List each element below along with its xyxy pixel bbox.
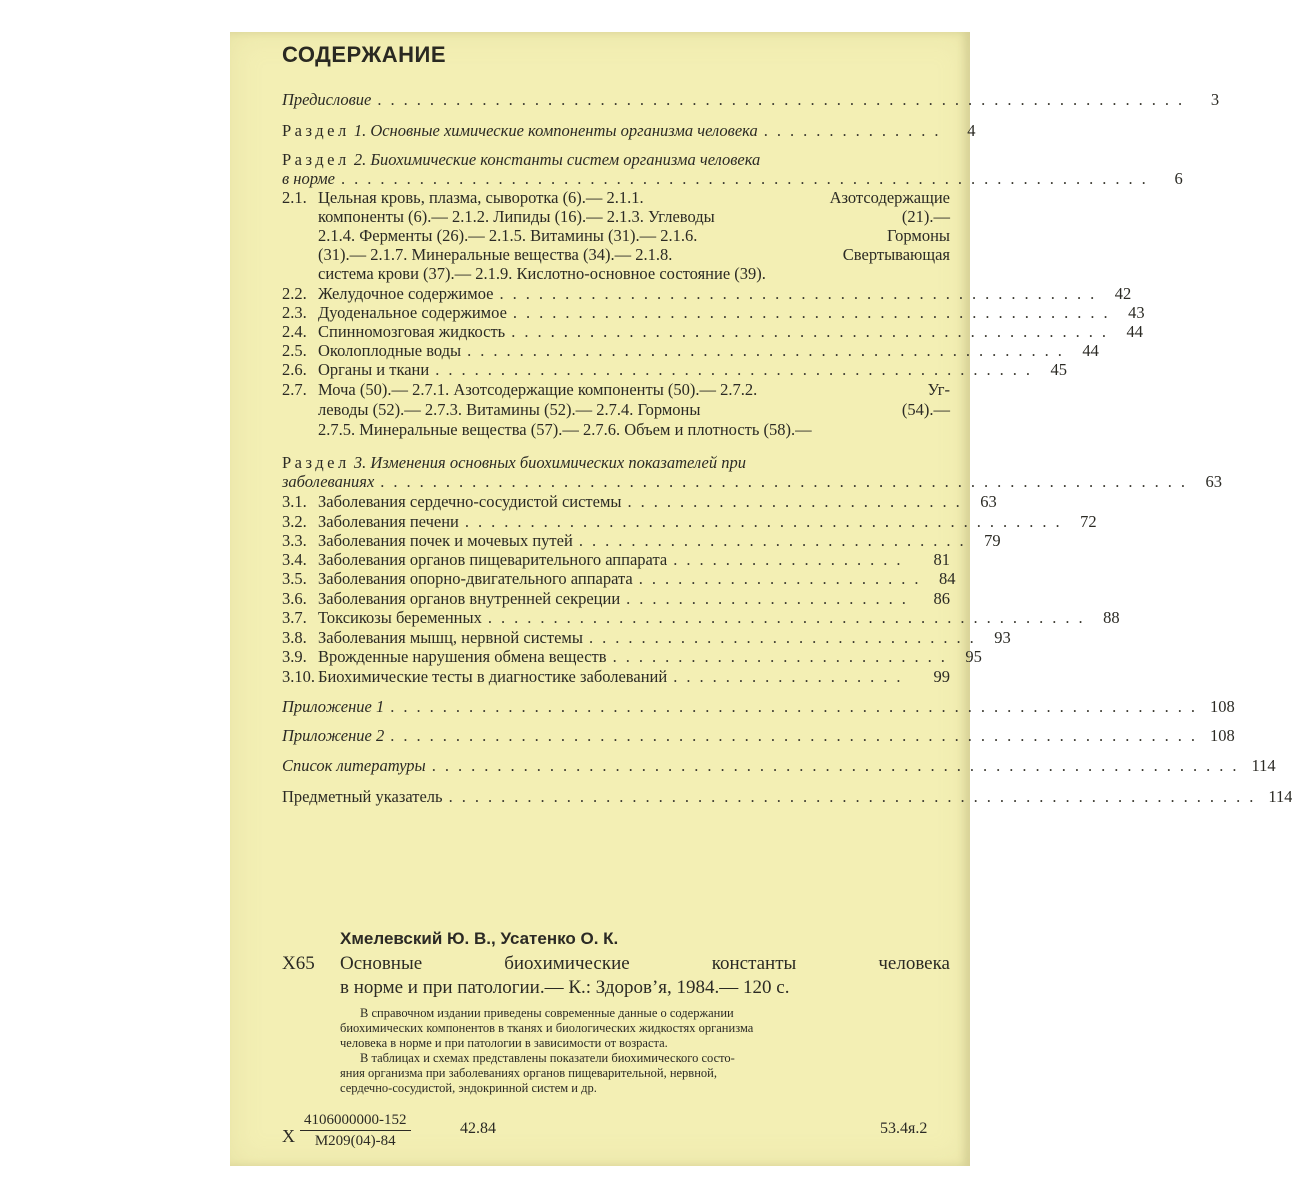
leader-dots: ..............................................	[511, 322, 1115, 341]
toc-number: 2.1.	[282, 188, 307, 207]
toc-text: Приложение 1	[282, 697, 385, 716]
toc-2-1-line-2	[318, 207, 950, 227]
section-label: Раздел	[282, 150, 350, 169]
toc-text: 2.7.5. Минеральные вещества (57).— 2.7.6. Объем и плотность (58).—	[318, 420, 812, 439]
toc-number: 2.3.	[282, 303, 307, 322]
leader-dots: ......................	[638, 569, 928, 588]
toc-appendix-1	[282, 697, 1235, 717]
leader-dots: ..............................................................	[377, 90, 1192, 109]
toc-text: леводы (52).— 2.7.3. Витамины (52).— 2.7.4. Гормоны	[318, 400, 701, 419]
toc-text: Приложение 2	[282, 726, 385, 745]
toc-number: 3.8.	[282, 628, 307, 647]
leader-dots: ..............................................	[487, 608, 1092, 627]
footer-price: 42.84	[460, 1120, 496, 1137]
toc-text: Органы и ткани	[318, 360, 430, 379]
toc-page: 108	[1210, 697, 1235, 716]
toc-3-10	[282, 667, 950, 687]
toc-page: 72	[1080, 512, 1097, 531]
toc-number: 3.7.	[282, 608, 307, 627]
toc-text: Врожденные нарушения обмена веществ	[318, 647, 607, 666]
toc-2-6	[282, 360, 1067, 380]
toc-page: 86	[933, 589, 950, 608]
toc-number: 3.10.	[282, 667, 315, 686]
toc-text: Цельная кровь, плазма, сыворотка (6).— 2.1.1.	[318, 188, 644, 207]
toc-page: 45	[1050, 360, 1067, 379]
fraction-denominator: М209(04)-84	[314, 1133, 396, 1149]
leader-dots: ..............................................................	[380, 472, 1195, 491]
toc-section-3	[282, 453, 950, 473]
toc-text: Заболевания опорно-двигательного аппарата	[318, 569, 633, 588]
bib-code: Х65	[282, 953, 315, 974]
toc-3-4	[282, 550, 950, 570]
footer-x: Х	[282, 1126, 295, 1146]
toc-page: 108	[1210, 726, 1235, 745]
leader-dots: ..............................	[578, 531, 973, 550]
toc-text: Азотсодержащие	[829, 188, 950, 207]
toc-text: компоненты (6).— 2.1.2. Липиды (16).— 2.1.3. Углеводы	[318, 207, 715, 226]
toc-page: 44	[1126, 322, 1143, 341]
toc-section-1	[282, 121, 976, 141]
bib-title-line-2: в норме и при патологии.— К.: Здоров’я, 1984.— 120 с.	[340, 977, 790, 998]
toc-text: (31).— 2.1.7. Минеральные вещества (34).— 2.1.8.	[318, 245, 673, 264]
toc-2-3	[282, 303, 1145, 323]
leader-dots: ..........................	[612, 647, 954, 666]
abstract-line: биохимических компонентов в тканях и биологических жидкостях организма	[340, 1021, 754, 1035]
toc-3-6	[282, 589, 950, 609]
toc-text: в норме	[282, 169, 336, 188]
toc-text: Гормоны	[887, 226, 950, 245]
toc-3-9	[282, 647, 982, 667]
toc-text: Предметный указатель	[282, 787, 443, 806]
toc-page: 44	[1082, 341, 1099, 360]
fraction-numerator: 4106000000-152	[300, 1110, 411, 1131]
toc-page: 88	[1103, 608, 1120, 627]
toc-section-2-cont	[282, 169, 1183, 189]
abstract-line: В справочном издании приведены современные данные о содержании	[360, 1006, 734, 1020]
toc-text: 3. Изменения основных биохимических показателей при	[353, 453, 746, 472]
toc-3-5	[282, 569, 956, 589]
toc-text: (21).—	[901, 207, 950, 226]
toc-section-2	[282, 150, 950, 170]
toc-2-4	[282, 322, 1143, 342]
toc-text: заболеваниях	[282, 472, 375, 491]
bib-title-line-1	[340, 953, 950, 975]
toc-page: 93	[994, 628, 1011, 647]
bib-word: биохимические	[504, 953, 630, 974]
toc-3-2	[282, 512, 1097, 532]
leader-dots: ..............................	[588, 628, 983, 647]
toc-number: 2.5.	[282, 341, 307, 360]
toc-text: Заболевания органов внутренней секреции	[318, 589, 621, 608]
toc-page: 84	[939, 569, 956, 588]
toc-page: 81	[933, 550, 950, 569]
toc-preface	[282, 90, 1220, 110]
toc-text: Моча (50).— 2.7.1. Азотсодержащие компоненты (50).— 2.7.2.	[318, 380, 758, 399]
leader-dots: ..............................................................	[431, 756, 1246, 775]
toc-2-7-line-3	[318, 420, 950, 440]
leader-dots: ..........................	[627, 492, 969, 511]
leader-dots: ..................	[673, 550, 910, 569]
abstract-line: В таблицах и схемах представлены показатели биохимического состо-	[360, 1051, 735, 1065]
footer-udk: 53.4я.2	[880, 1120, 928, 1137]
toc-number: 2.4.	[282, 322, 307, 341]
toc-text: Околоплодные воды	[318, 341, 462, 360]
toc-page: 42	[1114, 284, 1132, 303]
toc-2-1-line-1	[282, 188, 950, 208]
leader-dots: ..............................................	[467, 341, 1071, 360]
book-page	[230, 32, 1292, 1166]
leader-dots: ..............................................................	[390, 697, 1204, 716]
toc-2-1-line-3	[318, 226, 950, 246]
leader-dots: ..............................................................	[448, 787, 1263, 806]
toc-page: 99	[933, 667, 950, 686]
toc-text: Биохимические тесты в диагностике заболеваний	[318, 667, 668, 686]
toc-text: Дуоденальное содержимое	[318, 303, 507, 322]
abstract-line: человека в норме и при патологии в зависимости от возраста.	[340, 1036, 668, 1050]
toc-text: Заболевания органов пищеварительного аппарата	[318, 550, 668, 569]
toc-2-7-line-1	[282, 380, 950, 400]
toc-text: Заболевания печени	[318, 512, 459, 531]
toc-number: 3.6.	[282, 589, 307, 608]
toc-text: Заболевания мышц, нервной системы	[318, 628, 583, 647]
toc-text: Токсикозы беременных	[318, 608, 482, 627]
toc-number: 2.7.	[282, 380, 307, 399]
section-label: Раздел	[282, 121, 350, 140]
toc-3-3	[282, 531, 1001, 551]
toc-page: 43	[1128, 303, 1145, 322]
toc-text: Желудочное содержимое	[318, 284, 494, 303]
leader-dots: ......................	[626, 589, 915, 608]
toc-text: Уг-	[927, 380, 950, 399]
toc-text: система крови (37).— 2.1.9. Кислотно-основное состояние (39).	[318, 264, 766, 283]
page-title: СОДЕРЖАНИЕ	[282, 42, 447, 67]
toc-page: 3	[1210, 90, 1220, 109]
toc-subject-index	[282, 787, 1292, 807]
toc-text: Заболевания сердечно-сосудистой системы	[318, 492, 622, 511]
toc-number: 3.4.	[282, 550, 307, 569]
toc-2-1-line-4	[318, 245, 950, 265]
leader-dots: ..............................................	[435, 360, 1039, 379]
toc-text: Спинномозговая жидкость	[318, 322, 506, 341]
leader-dots: ..............................................................	[390, 726, 1204, 745]
bib-word: человека	[878, 953, 950, 974]
toc-2-2	[282, 284, 1132, 304]
toc-page: 6	[1174, 169, 1183, 188]
toc-number: 3.5.	[282, 569, 307, 588]
leader-dots: ..................	[673, 667, 910, 686]
toc-text: Свертывающая	[842, 245, 950, 264]
toc-page: 4	[967, 121, 976, 140]
toc-text: 2.1.4. Ферменты (26).— 2.1.5. Витамины (31).— 2.1.6.	[318, 226, 698, 245]
toc-2-7-line-2	[318, 400, 950, 420]
toc-text: (54).—	[901, 400, 950, 419]
toc-page: 63	[1205, 472, 1223, 491]
toc-2-5	[282, 341, 1099, 361]
toc-number: 2.6.	[282, 360, 307, 379]
toc-text: 2. Биохимические константы систем организма человека	[353, 150, 761, 169]
leader-dots: ..............................................................	[341, 169, 1155, 188]
toc-number: 3.3.	[282, 531, 307, 550]
leader-dots: ..............................................	[464, 512, 1069, 531]
toc-text: 1. Основные химические компоненты организма человека	[353, 121, 758, 140]
bib-word: Основные	[340, 953, 423, 974]
toc-number: 3.9.	[282, 647, 307, 666]
toc-page: 63	[980, 492, 997, 511]
toc-2-1-line-5	[318, 264, 950, 284]
toc-literature	[282, 756, 1276, 776]
leader-dots: ..............................................	[499, 284, 1104, 303]
bib-authors: Хмелевский Ю. В., Усатенко О. К.	[340, 929, 619, 948]
section-label: Раздел	[282, 453, 350, 472]
toc-page: 114	[1268, 787, 1292, 806]
toc-page: 114	[1251, 756, 1276, 775]
leader-dots: ..............................................	[512, 303, 1117, 322]
abstract-line: яния организма при заболеваниях органов пищеварительной, нервной,	[340, 1066, 717, 1080]
toc-3-8	[282, 628, 1011, 648]
footer-fraction	[300, 1110, 411, 1151]
abstract-line: сердечно-сосудистой, эндокринной систем и др.	[340, 1081, 597, 1095]
bib-word: константы	[711, 953, 797, 974]
toc-section-3-cont	[282, 472, 1223, 492]
toc-number: 3.2.	[282, 512, 307, 531]
toc-text: Заболевания почек и мочевых путей	[318, 531, 573, 550]
toc-text: Список литературы	[282, 756, 426, 775]
toc-page: 79	[984, 531, 1001, 550]
leader-dots: ..............	[763, 121, 948, 140]
toc-3-7	[282, 608, 1120, 628]
toc-number: 2.2.	[282, 284, 307, 303]
toc-number: 3.1.	[282, 492, 307, 511]
toc-page: 95	[965, 647, 982, 666]
toc-appendix-2	[282, 726, 1235, 746]
toc-3-1	[282, 492, 997, 512]
toc-text: Предисловие	[282, 90, 372, 109]
